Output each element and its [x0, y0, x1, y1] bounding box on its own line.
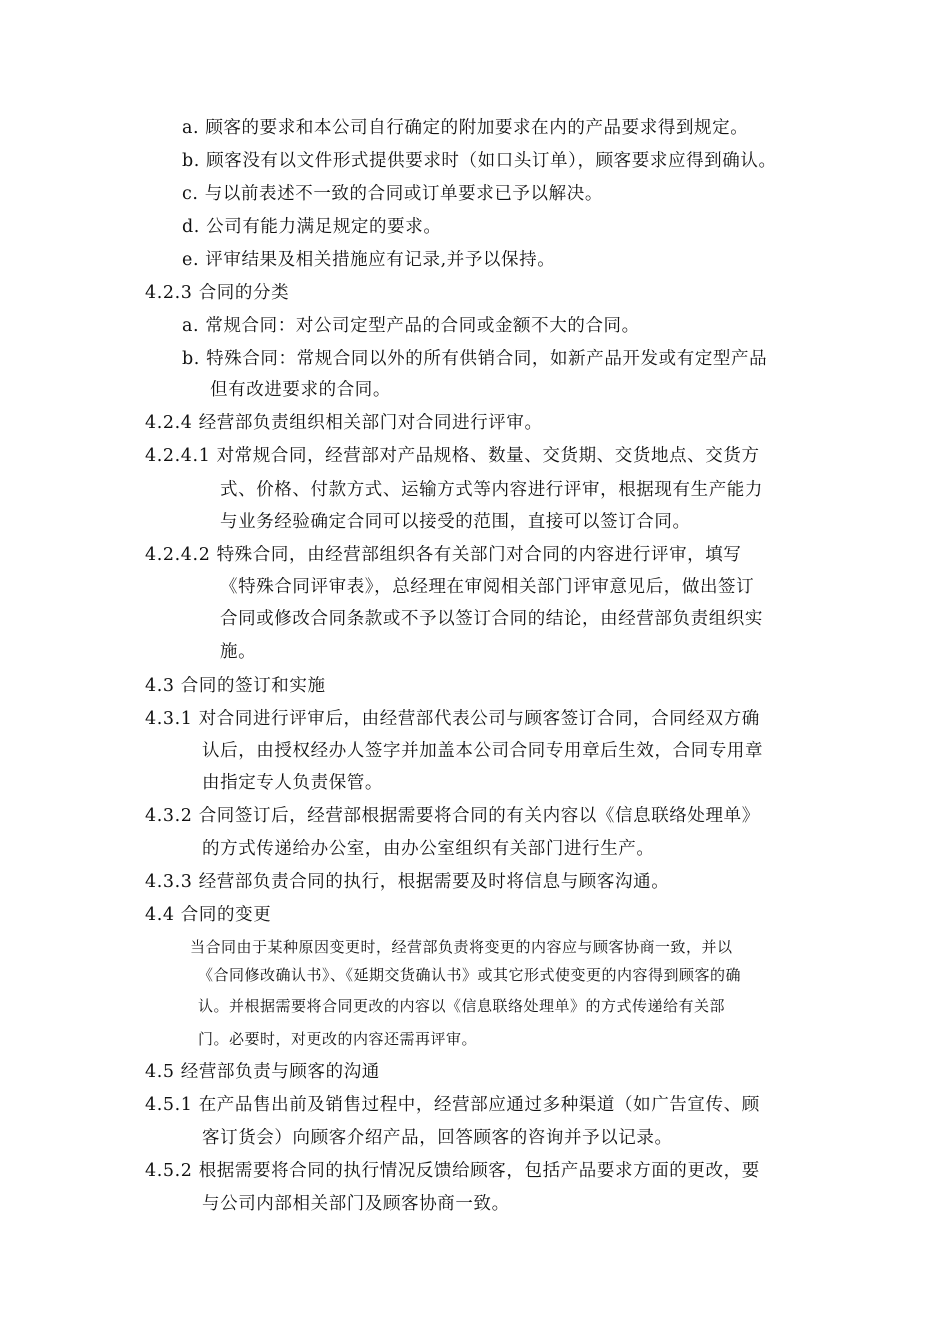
list-item-a-requirements-defined: a. 顾客的要求和本公司自行确定的附加要求在内的产品要求得到规定。	[182, 118, 749, 138]
paragraph-4-2-4-2-cont2: 合同或修改合同条款或不予以签订合同的结论，由经营部负责组织实	[220, 609, 763, 629]
paragraph-4-5-1: 4.5.1 在产品售出前及销售过程中，经营部应通过多种渠道（如广告宣传、顾	[145, 1095, 760, 1115]
paragraph-4-2-4-1-cont1: 式、价格、付款方式、运输方式等内容进行评审，根据现有生产能力	[220, 480, 763, 500]
list-item-d-capability: d. 公司有能力满足规定的要求。	[182, 217, 442, 237]
paragraph-4-3-3: 4.3.3 经营部负责合同的执行，根据需要及时将信息与顾客沟通。	[145, 872, 670, 892]
paragraph-4-3-2-cont: 的方式传递给办公室，由办公室组织有关部门进行生产。	[202, 839, 655, 859]
paragraph-4-3-2: 4.3.2 合同签订后，经营部根据需要将合同的有关内容以《信息联络处理单》	[145, 806, 760, 826]
list-item-special-contract-cont: 但有改进要求的合同。	[210, 380, 391, 400]
paragraph-4-5-2-cont: 与公司内部相关部门及顾客协商一致。	[202, 1194, 510, 1214]
paragraph-4-3-1-cont1: 认后，由授权经办人签字并加盖本公司合同专用章后生效，合同专用章	[202, 741, 764, 761]
paragraph-4-3-1-cont2: 由指定专人负责保管。	[202, 773, 383, 793]
paragraph-4-4-cont1: 《合同修改确认书》、《延期交货确认书》或其它形式使变更的内容得到顾客的确	[198, 966, 742, 984]
paragraph-4-2-4-1-cont2: 与业务经验确定合同可以接受的范围，直接可以签订合同。	[220, 512, 691, 532]
paragraph-4-3-1: 4.3.1 对合同进行评审后，由经营部代表公司与顾客签订合同，合同经双方确	[145, 709, 760, 729]
paragraph-4-5-1-cont: 客订货会）向顾客介绍产品，回答顾客的咨询并予以记录。	[202, 1128, 673, 1148]
section-heading-4-2-4: 4.2.4 经营部负责组织相关部门对合同进行评审。	[145, 413, 543, 433]
list-item-b-requirements-confirmed: b. 顾客没有以文件形式提供要求时（如口头订单），顾客要求应得到确认。	[182, 151, 777, 171]
paragraph-4-5-2: 4.5.2 根据需要将合同的执行情况反馈给顾客，包括产品要求方面的更改，要	[145, 1161, 760, 1181]
section-heading-4-5: 4.5 经营部负责与顾客的沟通	[145, 1062, 380, 1082]
paragraph-4-4-cont2: 认。并根据需要将合同更改的内容以《信息联络处理单》的方式传递给有关部	[198, 997, 726, 1015]
paragraph-4-2-4-2: 4.2.4.2 特殊合同，由经营部组织各有关部门对合同的内容进行评审，填写	[145, 545, 742, 565]
paragraph-4-2-4-2-cont3: 施。	[220, 642, 257, 662]
section-heading-4-3: 4.3 合同的签订和实施	[145, 676, 326, 696]
paragraph-4-4: 当合同由于某种原因变更时，经营部负责将变更的内容应与顾客协商一致，并以	[190, 938, 733, 956]
paragraph-4-4-cont3: 门。必要时，对更改的内容还需再评审。	[198, 1030, 478, 1048]
paragraph-4-2-4-1: 4.2.4.1 对常规合同，经营部对产品规格、数量、交货期、交货地点、交货方	[145, 446, 760, 466]
list-item-e-records: e. 评审结果及相关措施应有记录,并予以保持。	[182, 250, 556, 270]
list-item-special-contract: b. 特殊合同：常规合同以外的所有供销合同，如新产品开发或有定型产品	[182, 349, 768, 369]
list-item-c-differences-resolved: c. 与以前表述不一致的合同或订单要求已予以解决。	[182, 184, 603, 204]
section-heading-4-4: 4.4 合同的变更	[145, 905, 272, 925]
list-item-regular-contract: a. 常规合同：对公司定型产品的合同或金额不大的合同。	[182, 316, 640, 336]
paragraph-4-2-4-2-cont1: 《特殊合同评审表》，总经理在审阅相关部门评审意见后，做出签订	[220, 577, 755, 597]
section-heading-4-2-3: 4.2.3 合同的分类	[145, 283, 290, 303]
